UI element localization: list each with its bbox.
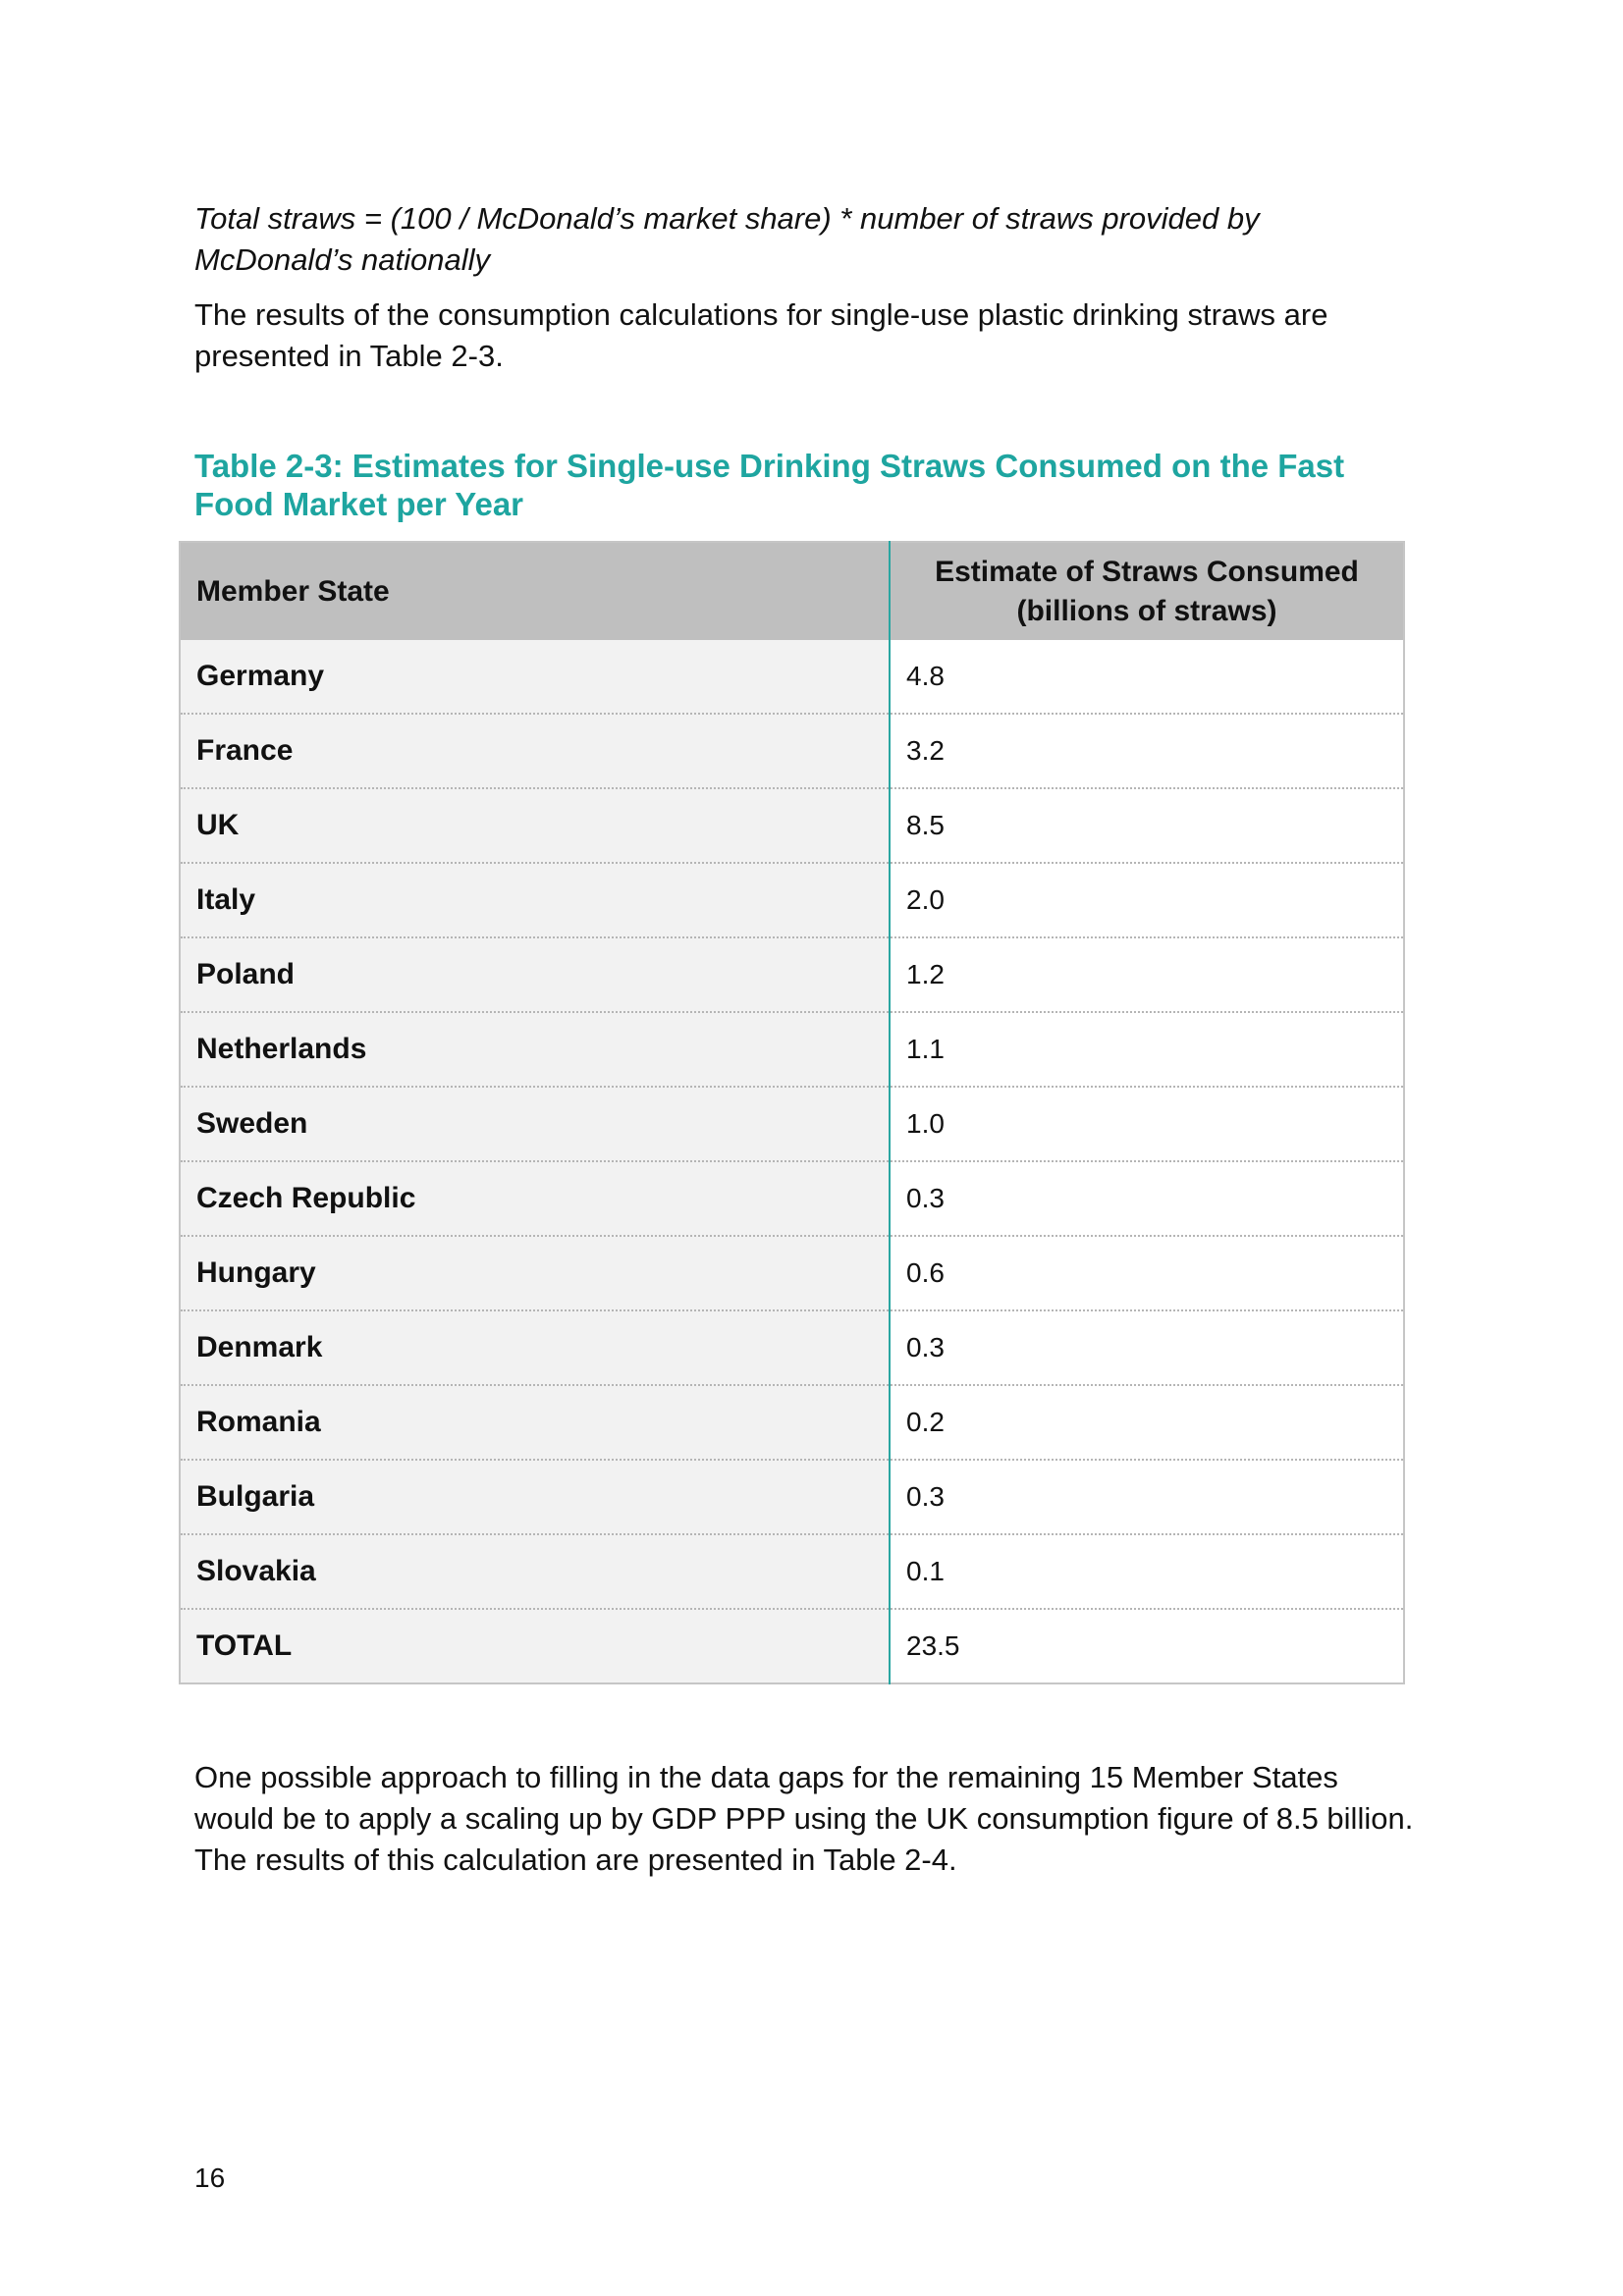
row-state: Germany [180,640,890,714]
table-row [180,937,1404,1012]
header-member-state: Member State [180,542,890,640]
row-state: Czech Republic [180,1161,890,1236]
table-row [180,1310,1404,1385]
row-value: 0.3 [890,1161,1404,1236]
row-state: France [180,714,890,788]
total-label: TOTAL [180,1609,890,1683]
straws-table [179,541,1405,1684]
row-state: Denmark [180,1310,890,1385]
formula-text: Total straws = (100 / McDonald’s market share) * number of straws provided by McDonald’s nationally [194,201,1260,277]
table-row [180,1460,1404,1534]
row-state: Poland [180,937,890,1012]
closing-paragraph: One possible approach to filling in the data gaps for the remaining 15 Member States would be to apply a scaling up by GDP PPP using the UK consumption figure of 8.5 billion. The results of this calculation are presented in Table 2-4. [194,1760,1414,1877]
row-value: 2.0 [890,863,1404,937]
table-row [180,714,1404,788]
row-value: 0.3 [890,1310,1404,1385]
table-row [180,788,1404,863]
row-value: 0.1 [890,1534,1404,1609]
table-row [180,863,1404,937]
table-title: Table 2-3: Estimates for Single-use Drinking Straws Consumed on the Fast Food Market per Year [194,448,1345,522]
row-value: 0.3 [890,1460,1404,1534]
total-value: 23.5 [890,1609,1404,1683]
row-value: 1.0 [890,1087,1404,1161]
row-value: 1.1 [890,1012,1404,1087]
table-row [180,1161,1404,1236]
row-state: Italy [180,863,890,937]
table-row [180,1534,1404,1609]
row-state: Hungary [180,1236,890,1310]
row-state: Slovakia [180,1534,890,1609]
table-header-row [180,542,1404,640]
row-value: 4.8 [890,640,1404,714]
table-row [180,1385,1404,1460]
row-value: 0.6 [890,1236,1404,1310]
table-row [180,640,1404,714]
row-value: 1.2 [890,937,1404,1012]
table-row [180,1087,1404,1161]
row-state: Netherlands [180,1012,890,1087]
row-state: Romania [180,1385,890,1460]
intro-paragraph: The results of the consumption calculations for single-use plastic drinking straws are presented in Table 2-3. [194,297,1328,373]
row-state: Bulgaria [180,1460,890,1534]
row-state: UK [180,788,890,863]
page-number: 16 [194,2163,226,2193]
header-estimate [890,542,1404,640]
table-body [180,640,1404,1683]
row-state: Sweden [180,1087,890,1161]
row-value: 8.5 [890,788,1404,863]
header-estimate-line2: (billions of straws) [1016,594,1277,627]
row-value: 3.2 [890,714,1404,788]
row-value: 0.2 [890,1385,1404,1460]
header-estimate-line1: Estimate of Straws Consumed [935,555,1359,588]
table-row [180,1012,1404,1087]
table-row [180,1236,1404,1310]
table-total-row [180,1609,1404,1683]
